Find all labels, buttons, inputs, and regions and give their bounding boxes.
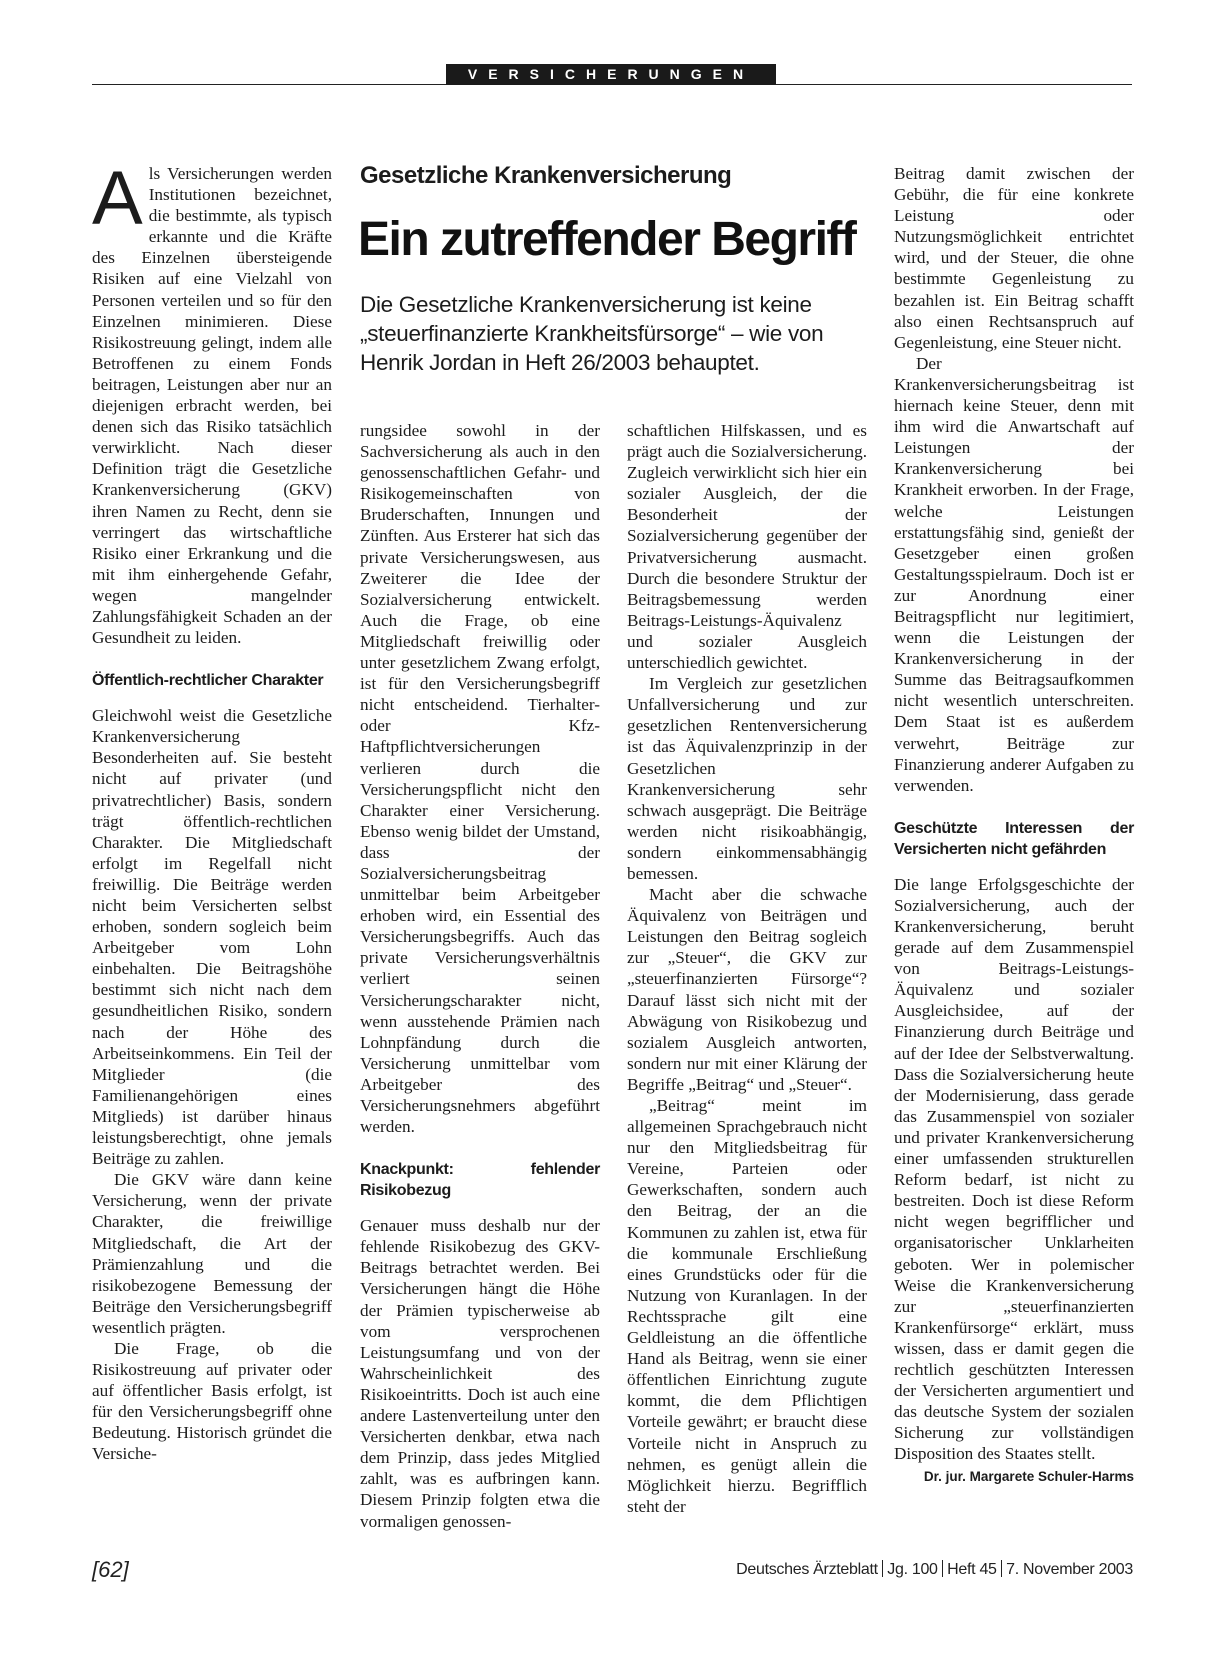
paragraph: Die Frage, ob die Risikostreuung auf privater oder auf öffentlicher Basis erfolgt, ist für den Versicherungsbegriff ohne Bedeutung. Historisch gründet die Versiche- — [92, 1338, 332, 1464]
paragraph: Beitrag damit zwischen der Gebühr, die für eine konkrete Leistung oder Nutzungsmöglichkeit entrichtet wird, und der Steuer, die ohne bestimmte Gegenleistung zu bezahlen ist. Ein Beitrag schafft also einen Rechtsanspruch auf Gegenleistung, eine Steuer nicht. — [894, 164, 1134, 352]
divider — [1001, 1560, 1003, 1577]
footer-citation — [736, 1560, 1133, 1579]
paragraph: schaftlichen Hilfskassen, und es prägt auch die Sozialversicherung. Zugleich verwirklicht sich hier ein sozialer Ausgleich, der die Besonderheit der Sozialversicherung gegenüber der Privatversicherung ausmacht. Durch die besondere Struktur der Beitragsbemessung werden Beitrags-Leistungs-Äquivalenz und sozialer Ausgleich unterschiedlich gewichtet. — [627, 421, 867, 673]
page-number: [62] — [92, 1557, 129, 1582]
issue: Heft 45 — [947, 1561, 997, 1578]
date: 7. November 2003 — [1006, 1561, 1133, 1578]
subheading: Geschützte Interessen der Versicherten nicht gefährden — [894, 819, 1134, 858]
paragraph: rungsidee sowohl in der Sachversicherung als auch in den genossenschaftlichen Gefahr- und Risikogemeinschaften von Bruderschaften, Innungen und Zünften. Aus Ersterer hat sich das private Versicherungswesen, aus Zweiterer die Idee der Sozialversicherung entwickelt. Auch die Frage, ob eine Mitgliedschaft freiwillig oder unter gesetzlichem Zwang erfolgt, ist für den Versicherungsbegriff nicht entscheidend. Tierhalter- oder Kfz-Haftpflichtversicherungen verlieren durch die Versicherungspflicht nicht den Charakter einer Versicherung. Ebenso wenig bildet der Umstand, dass der Sozialversicherungsbeitrag unmittelbar beim Arbeitgeber erhoben wird, ein Essential des Versicherungsbegriffs. Auch das private Versicherungsverhältnis verliert seinen Versicherungscharakter nicht, wenn ausstehende Prämien nach Lohnpfändung durch die Versicherung unmittelbar vom Arbeitgeber des Versicherungsnehmers abgeführt werden. — [360, 421, 600, 1137]
paragraph: Der Krankenversicherungsbeitrag ist hiernach keine Steuer, denn mit ihm wird die Anwartschaft auf Leistungen der Krankenversicherung bei Krankheit erworben. In der Frage, welche Leistungen erstattungsfähig sind, genießt der Gesetzgeber einen großen Gestaltungsspielraum. Doch ist er zur Anordnung einer Beitragspflicht nur legitimiert, wenn die Leistungen der Krankenversicherung in der Summe das Beitragsaufkommen nicht wesentlich unterschreiten. Dem Staat ist es außerdem verwehrt, Beiträge zur Finanzierung anderer Aufgaben zu verwenden. — [894, 353, 1134, 795]
volume: Jg. 100 — [887, 1561, 938, 1578]
text-column-2 — [360, 420, 600, 1532]
paragraph — [92, 156, 332, 648]
paragraph: Macht aber die schwache Äquivalenz von Beiträgen und Leistungen den Beitrag sogleich zur „Steuer“, die GKV zur „steuerfinanzierten Fürsorge“? Darauf lässt sich nicht mit der Abwägung von Risikobezug und sozialem Ausgleich antworten, sondern nur mit einer Klärung der Begriffe „Beitrag“ und „Steuer“. — [627, 885, 867, 1094]
subheading: Öffentlich-rechtlicher Charakter — [92, 672, 324, 690]
text-column-1 — [92, 156, 332, 1465]
paragraph: Gleichwohl weist die Gesetzliche Krankenversicherung Besonderheiten auf. Sie besteht nicht auf privater (und privatrechtlicher) Basis, sondern trägt öffentlich-rechtlichen Charakter. Die Mitgliedschaft erfolgt im Regelfall nicht freiwillig. Die Beiträge werden nicht beim Versicherten selbst erhoben, sondern sogleich beim Arbeitgeber vom Lohn einbehalten. Die Beitragshöhe bestimmt sich nicht nach dem gesundheitlichen Risiko, sondern nach der Höhe des Arbeitseinkommens. Ein Teil der Mitglieder (die Familienangehörigen eines Mitglieds) ist darüber hinaus leistungsberechtigt, ohne jemals Beiträge zu zahlen. — [92, 706, 332, 1169]
paragraph: Im Vergleich zur gesetzlichen Unfallversicherung und zur gesetzlichen Rentenversicherung ist das Äquivalenzprinzip in der Gesetzlichen Krankenversicherung sehr schwach ausgeprägt. Die Beiträge werden nicht risikoabhängig, sondern einkommensabhängig bemessen. — [627, 674, 867, 883]
paragraph-text: ls Versicherungen werden Institutionen bezeichnet, die bestimmte, als typisch erkannte und die Kräfte des Einzelnen übersteigende Risiken auf eine Vielzahl von Personen verteilen und so für den Einzelnen minimieren. Diese Risikostreuung gelingt, indem alle Betroffenen zu einem Fonds beitragen, Leistungen aber nur an diejenigen erbracht werden, bei denen sich das Risiko tatsächlich verwirklicht. Nach dieser Definition trägt die Gesetzliche Krankenversicherung (GKV) ihren Namen zu Recht, denn sie verringert das wirtschaftliche Risiko einer Erkrankung und die mit ihm einhergehende Gefahr, wegen mangelnder Zahlungsfähigkeit Schaden an der Gesundheit zu leiden. — [92, 164, 332, 648]
article-kicker: Gesetzliche Krankenversicherung — [360, 162, 732, 189]
paragraph: Genauer muss deshalb nur der fehlende Risikobezug des GKV-Beitrags betrachtet werden. Bei Versicherungen hängt die Höhe der Prämien typischerweise ab vom versprochenen Leistungsumfang und von der Wahrscheinlichkeit des Risikoeintritts. Doch ist auch eine andere Lastenverteilung unter den Versicherten denkbar, etwa nach dem Prinzip, dass jedes Mitglied zahlt, was es aufbringen kann. Diesem Prinzip folgten etwa die vormaligen genossen- — [360, 1216, 600, 1531]
subheading: Knackpunkt: fehlender Risikobezug — [360, 1161, 600, 1200]
journal-name: Deutsches Ärzteblatt — [736, 1561, 878, 1578]
paragraph: Die lange Erfolgsgeschichte der Sozialversicherung, auch der Krankenversicherung, beruht gerade auf dem Zusammenspiel von Beitrags-Leistungs-Äquivalenz und sozialer Ausgleichsidee, auf der Finanzierung durch Beiträge und auf der Idee der Selbstverwaltung. Dass die Sozialversicherung heute der Modernisierung, dass gerade das Zusammenspiel von sozialer und privater Krankenversicherung einer umfassenden strukturellen Reform bedarf, ist nicht zu bestreiten. Doch ist diese Reform nicht wegen begrifflicher und organisatorischer Unklarheiten geboten. Wer in polemischer Weise die Krankenversicherung zur „steuerfinanzierten Krankenfürsorge“ erklärt, muss wissen, dass er damit gegen die rechtlich geschützten Interessen der Versicherten argumentiert und das deutsche System der sozialen Sicherung zur vollständigen Disposition des Staates stellt. — [894, 874, 1134, 1464]
divider — [942, 1560, 944, 1577]
text-column-3 — [627, 420, 867, 1517]
article-lead: Die Gesetzliche Krankenversicherung ist keine „steuerfinanzierte Krankheitsfürsorge“ – wie von Henrik Jordan in Heft 26/2003 behauptet. — [360, 292, 824, 375]
drop-cap: A — [92, 156, 143, 241]
paragraph: „Beitrag“ meint im allgemeinen Sprachgebrauch nicht nur den Mitgliedsbeitrag für Vereine, Parteien oder Gewerkschaften, sondern auch den Beitrag, der an die Kommunen zu zahlen ist, etwa für die kommunale Erschließung eines Grundstücks oder für die Nutzung von Kuranlagen. In der Rechtssprache gilt eine Geldleistung an die öffentliche Hand als Beitrag, wenn sie einer öffentlichen Einrichtung zugute kommt, die dem Pflichtigen Vorteile gewährt; er braucht diese Vorteile nicht in Anspruch zu nehmen, es genügt allein die Möglichkeit hierzu. Begrifflich steht der — [627, 1096, 867, 1516]
text-column-4 — [894, 163, 1134, 1488]
article-headline: Ein zutreffender Begriff — [358, 213, 856, 266]
divider — [882, 1560, 884, 1577]
paragraph: Die GKV wäre dann keine Versicherung, wenn der private Charakter, die freiwillige Mitgliedschaft, die Art der Prämienzahlung und die risikobezogene Bemessung der Beiträge den Versicherungsbegriff wesentlich prägten. — [92, 1170, 332, 1337]
author-byline: Dr. jur. Margarete Schuler-Harms — [923, 1469, 1134, 1485]
section-label: VERSICHERUNGEN — [446, 64, 776, 85]
